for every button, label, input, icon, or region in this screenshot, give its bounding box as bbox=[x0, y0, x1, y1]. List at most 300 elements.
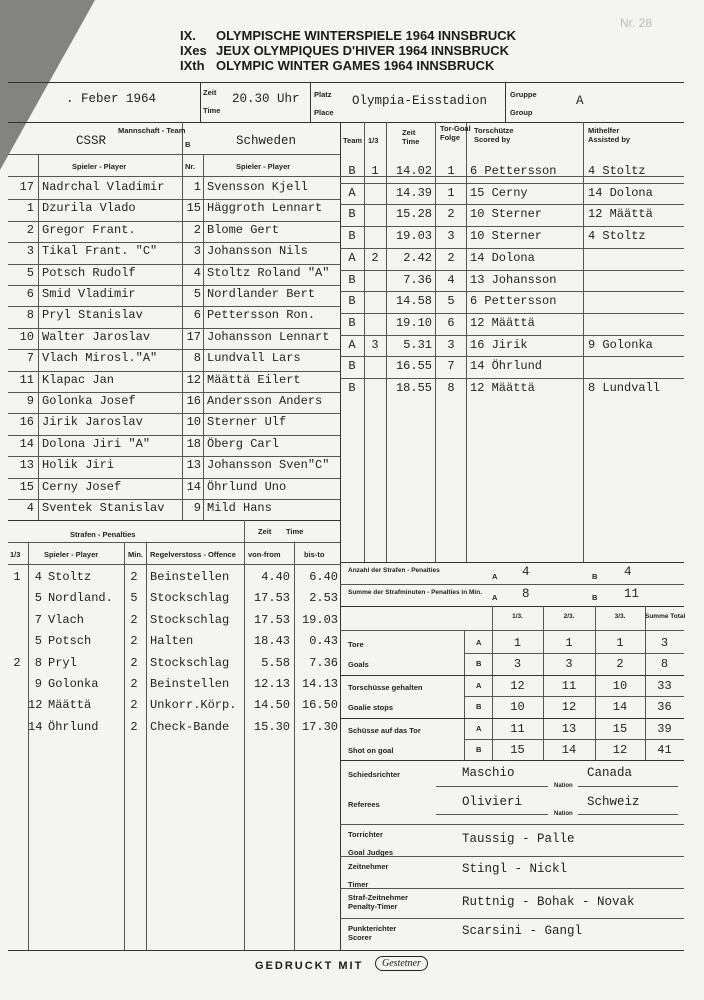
goal-order: 6 bbox=[447, 315, 455, 330]
goal-judges: Taussig - Palle bbox=[462, 832, 575, 846]
penalty-from: 17.53 bbox=[253, 612, 290, 627]
rule bbox=[8, 306, 340, 307]
rule bbox=[435, 122, 436, 562]
penalty-to: 19.03 bbox=[301, 612, 338, 627]
player-a-number: 16 bbox=[19, 415, 34, 430]
referees-label-en: Referees bbox=[348, 800, 380, 809]
goal-order-label: Tor-Goal Folge bbox=[440, 124, 471, 142]
rule bbox=[340, 313, 684, 314]
from-label: von-from bbox=[248, 550, 281, 559]
group-label: Gruppe Group bbox=[510, 90, 537, 117]
goal-assist: 4 Stoltz bbox=[588, 229, 646, 244]
penalty-from: 14.50 bbox=[253, 698, 290, 713]
stat-team-a-value: 1 bbox=[513, 636, 522, 650]
penalty-player: Potsch bbox=[48, 634, 92, 649]
goal-time: 14.39 bbox=[395, 185, 432, 200]
rule bbox=[310, 82, 311, 122]
rule bbox=[8, 392, 340, 393]
stat-team-b-value: 14 bbox=[612, 700, 628, 714]
penalty-minutes: 2 bbox=[130, 655, 138, 670]
goal-time: 16.55 bbox=[395, 359, 432, 374]
team-b-marker: B bbox=[476, 659, 482, 668]
rule bbox=[8, 371, 340, 372]
player-a-number: 15 bbox=[19, 479, 34, 494]
match-place: Olympia-Eisstadion bbox=[352, 94, 488, 108]
goal-team: B bbox=[348, 359, 356, 374]
penalty-period-label: 1/3 bbox=[10, 550, 21, 559]
player-b-name: Mild Hans bbox=[207, 501, 272, 515]
penalty-minutes-label: Summe der Strafminuten - Penalties in Min. bbox=[348, 589, 483, 596]
penalty-timer-label: Straf-Zeitnehmer Penalty-Timer bbox=[348, 893, 409, 911]
match-date: . Feber 1964 bbox=[66, 92, 157, 106]
rule bbox=[436, 814, 548, 815]
rule bbox=[200, 82, 201, 122]
stat-team-b-value: 8 bbox=[660, 657, 669, 671]
team-a-marker: A bbox=[476, 638, 482, 647]
rule bbox=[340, 335, 684, 336]
rule bbox=[8, 564, 340, 565]
rule bbox=[8, 435, 340, 436]
timers: Stingl - Nickl bbox=[462, 862, 568, 876]
player-b-name: Öhrlund Uno bbox=[207, 479, 287, 494]
penalty-min-label: Min. bbox=[128, 550, 143, 559]
nation-label: Nation bbox=[554, 783, 573, 789]
penalty-to: 16.50 bbox=[301, 698, 338, 713]
player-a-number: 10 bbox=[19, 329, 34, 344]
player-a-name: Tikal Frant. "C" bbox=[42, 244, 158, 259]
goal-assist: 9 Golonka bbox=[588, 337, 653, 352]
nation-1: Canada bbox=[587, 766, 633, 780]
player-a-name: Holik Jiri bbox=[42, 458, 115, 473]
penalty-from: 18.43 bbox=[253, 634, 290, 649]
rule bbox=[8, 413, 340, 414]
timer-label: Zeitnehmer Timer bbox=[348, 862, 389, 889]
goal-team: A bbox=[348, 337, 356, 352]
rule bbox=[8, 82, 684, 83]
goal-order: 3 bbox=[447, 337, 455, 352]
player-b-name: Lundvall Lars bbox=[207, 351, 301, 366]
penalty-offence: Halten bbox=[150, 634, 194, 649]
player-a-name: Smid Vladimir bbox=[42, 287, 136, 301]
stat-team-a-value: 1 bbox=[565, 636, 573, 650]
goal-assist: 4 Stoltz bbox=[588, 164, 646, 178]
stat-team-a-value: 1 bbox=[616, 636, 624, 650]
rule bbox=[8, 285, 340, 286]
stat-team-a-value: 12 bbox=[510, 679, 525, 693]
goal-team: B bbox=[348, 164, 356, 178]
assist-label: Mithelfer Assisted by bbox=[588, 126, 631, 144]
team-a-marker: A bbox=[476, 724, 482, 733]
rule bbox=[340, 562, 684, 563]
player-b-name: Stoltz Roland "A" bbox=[207, 265, 330, 280]
goal-time: 18.55 bbox=[395, 381, 432, 395]
player-a-number: 9 bbox=[26, 394, 34, 408]
goal-order: 2 bbox=[447, 250, 455, 265]
rule bbox=[340, 378, 684, 379]
stat-team-b-value: 12 bbox=[612, 743, 628, 757]
rule bbox=[364, 122, 365, 562]
player-a-number: 11 bbox=[19, 372, 34, 387]
goal-team: A bbox=[348, 185, 356, 200]
goal-team-label: Team bbox=[343, 136, 363, 145]
goal-order: 8 bbox=[447, 381, 455, 395]
printed-by: GEDRUCKT MIT bbox=[255, 960, 364, 972]
rule bbox=[8, 349, 340, 350]
player-b-name: Häggroth Lennart bbox=[207, 201, 323, 216]
stat-label-en: Goalie stops bbox=[348, 703, 394, 712]
goal-period-label: 1/3 bbox=[368, 136, 379, 145]
period-column-header: Summe Total bbox=[645, 613, 686, 620]
player-b-name: Määttä Eilert bbox=[207, 372, 301, 387]
team-a-marker: A bbox=[476, 681, 482, 690]
scorer-label: Torschütze Scored by bbox=[474, 126, 514, 144]
rule bbox=[340, 122, 341, 950]
penalty-from: 5.58 bbox=[261, 655, 290, 670]
penalty-minutes: 2 bbox=[130, 719, 138, 734]
referee-1: Maschio bbox=[462, 766, 515, 780]
goal-period: 2 bbox=[371, 250, 379, 265]
rule bbox=[8, 221, 340, 222]
scorers: Scarsini - Gangl bbox=[462, 924, 583, 938]
goal-team: B bbox=[348, 315, 356, 330]
period-column-header: 2/3. bbox=[563, 613, 575, 620]
goal-order: 2 bbox=[447, 207, 455, 222]
team-b-marker: B bbox=[476, 745, 482, 754]
penalty-player-number: 14 bbox=[28, 719, 43, 734]
rule bbox=[386, 122, 387, 562]
rule bbox=[340, 760, 684, 761]
stat-team-b-value: 41 bbox=[657, 743, 672, 757]
goal-scorer: 13 Johansson bbox=[470, 272, 557, 287]
player-a-name: Potsch Rudolf bbox=[42, 265, 136, 280]
penalty-offence: Check-Bande bbox=[150, 719, 230, 734]
rule bbox=[578, 786, 678, 787]
goal-order: 1 bbox=[447, 185, 455, 200]
player-b-name: Svensson Kjell bbox=[207, 180, 308, 194]
player-a-number: 5 bbox=[26, 265, 34, 280]
penalty-player: Öhrlund bbox=[48, 719, 99, 734]
rule bbox=[8, 478, 340, 479]
goal-time: 14.02 bbox=[395, 164, 432, 178]
penalty-to: 17.30 bbox=[301, 719, 338, 734]
goal-time: 5.31 bbox=[403, 337, 432, 352]
penalty-count-label: Anzahl der Strafen - Penalties bbox=[348, 567, 440, 574]
penalty-player-number: 9 bbox=[34, 677, 42, 691]
rule bbox=[578, 814, 678, 815]
goal-assist: 12 Määttä bbox=[588, 207, 653, 222]
stat-label-en: Shot on goal bbox=[348, 746, 394, 755]
player-b-number: 8 bbox=[193, 351, 201, 366]
penalty-player-number: 5 bbox=[34, 591, 42, 606]
stat-label-de: Tore bbox=[348, 640, 364, 649]
goal-order: 1 bbox=[447, 164, 455, 178]
penalty-player-number: 7 bbox=[34, 612, 42, 627]
penalty-player: Pryl bbox=[48, 655, 77, 670]
goal-scorer: 12 Määttä bbox=[470, 381, 535, 395]
player-a-name: Pryl Stanislav bbox=[42, 308, 143, 323]
team-b-marker: B bbox=[476, 702, 482, 711]
penalty-minutes: 2 bbox=[130, 570, 138, 584]
to-label: bis-to bbox=[304, 550, 325, 559]
stat-team-b-value: 3 bbox=[513, 657, 522, 671]
penalty-player-number: 12 bbox=[28, 698, 43, 713]
player-a-name: Klapac Jan bbox=[42, 372, 115, 387]
penalty-timers: Ruttnig - Bohak - Novak bbox=[462, 895, 635, 909]
penalty-from: 4.40 bbox=[261, 570, 290, 584]
player-b-name: Blome Gert bbox=[207, 222, 280, 237]
penalty-minutes-b: 11 bbox=[624, 587, 640, 601]
match-group: A bbox=[576, 94, 584, 108]
rule bbox=[340, 356, 684, 357]
penalty-minutes: 2 bbox=[130, 677, 138, 691]
player-a-number: 17 bbox=[19, 180, 34, 194]
scorer-label: Punkterichter Scorer bbox=[348, 924, 397, 942]
stat-team-b-value: 36 bbox=[657, 700, 672, 714]
rule bbox=[340, 270, 684, 271]
player-b-number: 6 bbox=[193, 308, 201, 323]
goal-judges-label: Torrichter Goal Judges bbox=[348, 830, 394, 857]
rule bbox=[436, 786, 548, 787]
rule bbox=[8, 328, 340, 329]
player-b-name: Johansson Lennart bbox=[207, 329, 330, 344]
penalty-player: Stoltz bbox=[48, 570, 92, 584]
stat-team-a-value: 11 bbox=[510, 722, 525, 736]
goal-team: B bbox=[348, 229, 356, 244]
nation-2: Schweiz bbox=[587, 795, 640, 809]
stat-team-a-value: 3 bbox=[660, 636, 669, 650]
goal-team: A bbox=[348, 250, 356, 265]
player-b-number: 15 bbox=[186, 201, 201, 216]
stat-team-b-value: 14 bbox=[561, 743, 577, 757]
penalty-from: 12.13 bbox=[253, 677, 290, 691]
goal-order: 5 bbox=[447, 294, 455, 309]
player-a-name: Vlach Mirosl."A" bbox=[42, 351, 158, 366]
rule bbox=[340, 606, 684, 607]
rule bbox=[8, 456, 340, 457]
rule bbox=[583, 122, 584, 562]
penalty-player-number: 8 bbox=[34, 655, 42, 670]
player-label-b: Spieler - Player bbox=[236, 162, 291, 171]
stat-team-a-value: 33 bbox=[657, 679, 672, 693]
goal-scorer: 14 Dolona bbox=[470, 250, 535, 265]
rule bbox=[464, 630, 465, 760]
stat-label-de: Torschüsse gehalten bbox=[348, 683, 423, 692]
rule bbox=[8, 520, 340, 521]
stat-team-b-value: 10 bbox=[510, 700, 525, 714]
match-time: 20.30 Uhr bbox=[232, 92, 300, 106]
penalty-minutes: 5 bbox=[130, 591, 138, 606]
penalty-from: 17.53 bbox=[253, 591, 290, 606]
goal-time: 15.28 bbox=[395, 207, 432, 222]
stat-team-a-value: 15 bbox=[612, 722, 628, 736]
goal-order: 4 bbox=[447, 272, 455, 287]
team-a-marker: A bbox=[492, 572, 498, 581]
player-a-number: 3 bbox=[26, 244, 34, 259]
goal-order: 3 bbox=[447, 229, 455, 244]
penalty-player: Vlach bbox=[48, 612, 85, 627]
rule bbox=[244, 520, 245, 950]
stat-label-de: Schüsse auf das Tor bbox=[348, 726, 421, 735]
stat-team-a-value: 39 bbox=[657, 722, 672, 736]
player-a-name: Dolona Jiri "A" bbox=[42, 436, 151, 451]
goal-scorer: 10 Sterner bbox=[470, 229, 543, 244]
rule bbox=[340, 918, 684, 919]
penalty-minutes-a: 8 bbox=[522, 587, 530, 601]
place-label: Platz Place bbox=[314, 90, 334, 117]
penalty-offence: Stockschlag bbox=[150, 591, 230, 606]
penalty-minutes: 2 bbox=[130, 698, 138, 713]
player-b-number: 14 bbox=[186, 479, 201, 494]
penalty-minutes: 2 bbox=[130, 612, 138, 627]
player-b-number: 12 bbox=[186, 372, 201, 387]
rule bbox=[466, 122, 467, 562]
penalty-player-label: Spieler - Player bbox=[44, 550, 99, 559]
penalty-count-b: 4 bbox=[624, 565, 632, 579]
penalty-from: 15.30 bbox=[253, 719, 290, 734]
goal-scorer: 16 Jirik bbox=[470, 337, 528, 352]
penalty-offence: Stockschlag bbox=[150, 655, 230, 670]
penalty-to: 2.53 bbox=[309, 591, 338, 606]
rule bbox=[8, 199, 340, 200]
sheet-number: Nr. 28 bbox=[620, 16, 653, 30]
goal-scorer: 15 Cerny bbox=[470, 185, 528, 200]
goal-time: 2.42 bbox=[403, 250, 432, 265]
player-a-name: Cerny Josef bbox=[42, 479, 122, 494]
player-a-number: 2 bbox=[26, 222, 34, 237]
player-a-number: 13 bbox=[19, 458, 34, 473]
team-a-marker: A bbox=[492, 593, 498, 602]
goal-scorer: 6 Pettersson bbox=[470, 164, 557, 178]
goal-time: 14.58 bbox=[395, 294, 432, 309]
penalty-to: 7.36 bbox=[309, 655, 338, 670]
player-b-number: 10 bbox=[186, 415, 201, 430]
team-b-marker: B bbox=[592, 593, 598, 602]
player-b-number: 1 bbox=[193, 180, 201, 194]
rule bbox=[340, 888, 684, 889]
penalty-period: 1 bbox=[13, 570, 21, 584]
rule bbox=[340, 630, 684, 631]
player-a-number: 7 bbox=[26, 351, 34, 366]
rule bbox=[464, 696, 684, 697]
player-b-name: Johansson Sven"C" bbox=[207, 458, 330, 473]
player-a-name: Walter Jaroslav bbox=[42, 329, 151, 344]
rule bbox=[38, 154, 39, 520]
goal-team: B bbox=[348, 272, 356, 287]
rule bbox=[340, 718, 684, 719]
penalty-to: 0.43 bbox=[309, 634, 338, 649]
team-b-name: Schweden bbox=[236, 134, 297, 148]
gestetner-logo: Gestetner bbox=[375, 956, 428, 971]
player-a-number: 1 bbox=[26, 201, 34, 216]
player-b-number: 2 bbox=[193, 222, 201, 237]
goal-scorer: 12 Määttä bbox=[470, 315, 535, 330]
penalties-title: Strafen - Penalties bbox=[70, 530, 136, 539]
nation-label: Nation bbox=[554, 811, 573, 817]
period-column-header: 3/3. bbox=[614, 613, 626, 620]
rule bbox=[340, 248, 684, 249]
stat-team-a-value: 13 bbox=[561, 722, 577, 736]
team-b-letter: B bbox=[185, 140, 191, 149]
player-b-name: Andersson Anders bbox=[207, 394, 323, 408]
player-a-name: Dzurila Vlado bbox=[42, 201, 136, 216]
player-b-name: Sterner Ulf bbox=[207, 415, 287, 430]
goal-time: 19.03 bbox=[395, 229, 432, 244]
penalty-player-number: 4 bbox=[34, 570, 42, 584]
goal-scorer: 10 Sterner bbox=[470, 207, 543, 222]
stat-team-b-value: 2 bbox=[616, 657, 624, 671]
goal-scorer: 14 Öhrlund bbox=[470, 359, 543, 374]
player-b-number: 13 bbox=[186, 458, 201, 473]
rule bbox=[340, 824, 684, 825]
rule bbox=[8, 154, 340, 155]
team-header-label: Mannschaft - Team bbox=[118, 126, 186, 135]
penalty-offence: Stockschlag bbox=[150, 612, 230, 627]
rule bbox=[340, 183, 684, 184]
title-line-en: IXth OLYMPIC WINTER GAMES 1964 INNSBRUCK bbox=[180, 58, 495, 73]
rule bbox=[146, 542, 147, 950]
goal-time-label: Zeit Time bbox=[402, 128, 420, 146]
goal-period: 1 bbox=[371, 164, 379, 178]
team-b-marker: B bbox=[592, 572, 598, 581]
player-a-number: 4 bbox=[26, 501, 34, 515]
rule bbox=[8, 242, 340, 243]
player-a-name: Golonka Josef bbox=[42, 394, 136, 408]
penalty-player-number: 5 bbox=[34, 634, 42, 649]
player-a-number: 8 bbox=[26, 308, 34, 323]
player-a-name: Jirik Jaroslav bbox=[42, 415, 143, 430]
title-line-de: IX. OLYMPISCHE WINTERSPIELE 1964 INNSBRUCK bbox=[180, 28, 517, 43]
penalty-period: 2 bbox=[13, 655, 21, 670]
player-b-name: Öberg Carl bbox=[207, 436, 280, 451]
penalty-to: 14.13 bbox=[301, 677, 338, 691]
player-b-name: Pettersson Ron. bbox=[207, 308, 316, 323]
stat-team-a-value: 10 bbox=[612, 679, 628, 693]
stat-team-a-value: 11 bbox=[561, 679, 577, 693]
rule bbox=[8, 950, 684, 951]
player-b-number: 16 bbox=[186, 394, 201, 408]
player-b-number: 9 bbox=[193, 501, 201, 515]
player-b-number: 17 bbox=[186, 329, 201, 344]
stat-team-b-value: 12 bbox=[561, 700, 577, 714]
stat-team-b-value: 3 bbox=[565, 657, 573, 671]
goal-assist: 8 Lundvall bbox=[588, 381, 661, 395]
rule bbox=[340, 204, 684, 205]
rule bbox=[340, 675, 684, 676]
player-b-number: 5 bbox=[193, 287, 201, 301]
penalty-offence: Unkorr.Körp. bbox=[150, 698, 237, 713]
player-a-name: Nadrchal Vladimir bbox=[42, 180, 165, 194]
referees-label-de: Schiedsrichter bbox=[348, 770, 401, 779]
goal-period: 3 bbox=[371, 337, 379, 352]
player-b-number: 4 bbox=[193, 265, 201, 280]
goal-team: B bbox=[348, 294, 356, 309]
rule bbox=[340, 226, 684, 227]
rule bbox=[464, 653, 684, 654]
penalty-player: Golonka bbox=[48, 677, 99, 691]
stat-team-b-value: 15 bbox=[510, 743, 525, 757]
nr-label: Nr. bbox=[185, 162, 196, 171]
rule bbox=[340, 584, 684, 585]
goal-time: 7.36 bbox=[403, 272, 432, 287]
rule bbox=[8, 499, 340, 500]
penalty-count-a: 4 bbox=[522, 565, 530, 579]
penalty-offence: Beinstellen bbox=[150, 677, 230, 691]
offence-label: Regelverstoss - Offence bbox=[150, 550, 236, 559]
period-column-header: 1/3. bbox=[512, 613, 523, 620]
player-b-name: Johansson Nils bbox=[207, 244, 308, 259]
goal-order: 7 bbox=[447, 359, 455, 374]
rule bbox=[464, 739, 684, 740]
